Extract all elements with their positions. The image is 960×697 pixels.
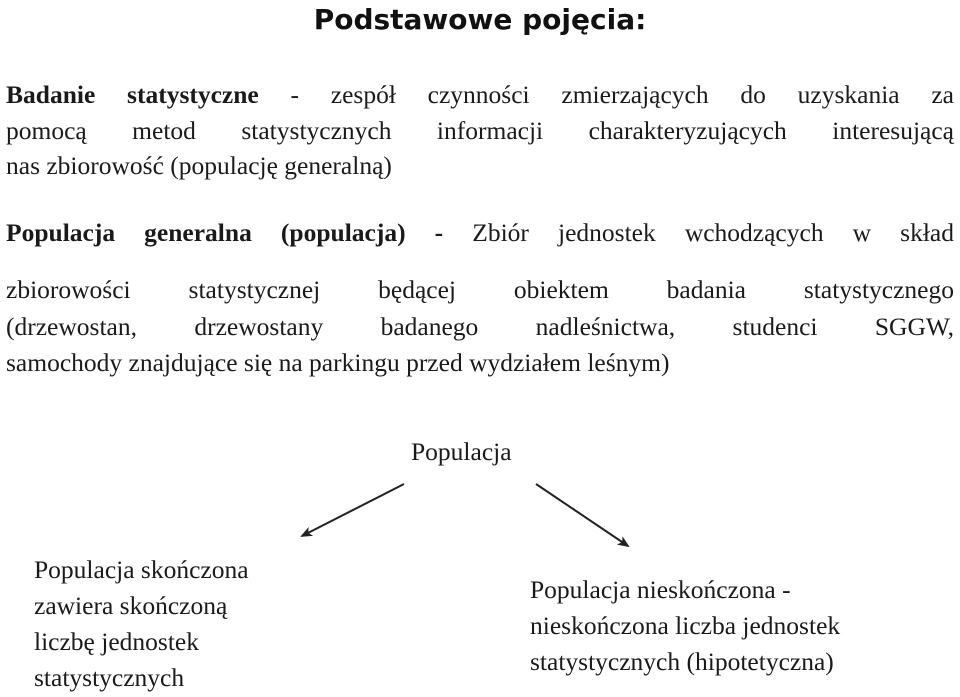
- arrow-to-infinite: [536, 484, 628, 546]
- definition-populacja-line-4: samochody znajdujące się na parkingu przed wydziałem leśnym): [6, 348, 670, 377]
- infinite-line-2: nieskończona liczba jednostek: [530, 611, 841, 640]
- definition-populacja-line-3: (drzewostan, drzewostany badanego nadleśnictwa, studenci SGGW,: [6, 312, 954, 341]
- arrow-to-finite: [302, 484, 404, 536]
- slide-title: Podstawowe pojęcia:: [313, 3, 647, 36]
- infinite-line-3: statystycznych (hipotetyczna): [530, 647, 834, 676]
- finite-line-3: liczbę jednostek: [34, 627, 199, 656]
- term-badanie-statystyczne: Badanie statystyczne: [6, 80, 259, 109]
- diagram-root-populacja: Populacja: [411, 437, 512, 466]
- finite-line-1: Populacja skończona: [34, 555, 249, 584]
- diagram-node-infinite-population: [530, 572, 930, 680]
- term-populacja-generalna: Populacja generalna (populacja) -: [6, 218, 444, 247]
- definition-badanie-line-3: nas zbiorowość (populację generalną): [6, 151, 392, 180]
- definition-populacja-line-2: zbiorowości statystycznej będącej obiektem badania statystycznego: [6, 275, 954, 304]
- definition-populacja-text: Zbiór jednostek wchodzących w skład: [443, 218, 954, 247]
- definition-badanie-text: - zespół czynności zmierzających do uzyskania za: [258, 80, 955, 109]
- finite-line-2: zawiera skończoną: [34, 591, 228, 620]
- diagram-node-finite-population: [34, 552, 314, 696]
- definition-badanie-line-2: pomocą metod statystycznych informacji charakteryzujących interesującą: [6, 116, 954, 145]
- finite-line-4: statystycznych: [34, 663, 185, 692]
- infinite-line-1: Populacja nieskończona -: [530, 575, 791, 604]
